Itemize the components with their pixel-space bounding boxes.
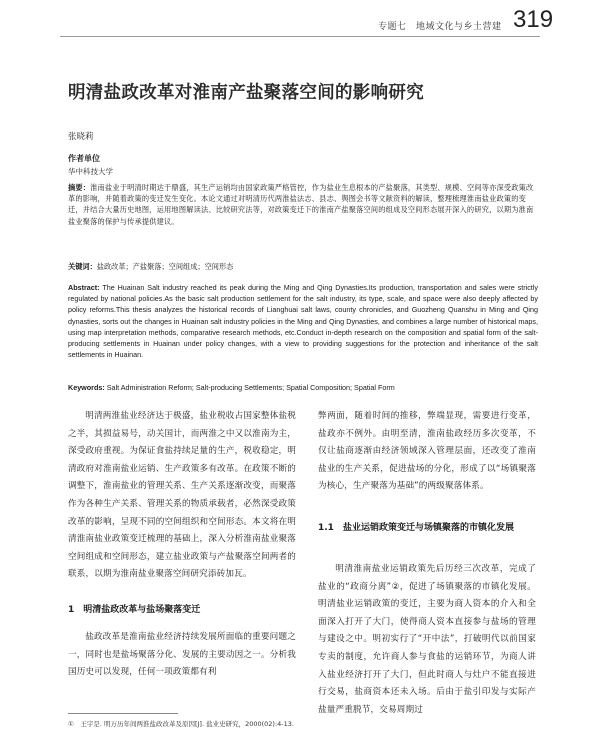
body-right-column-2 xyxy=(318,561,536,719)
footnote: ① 王宇是. 明万历年间两淮盐政改革及原因[J]. 盐业史研究，2000(02):4-13. xyxy=(68,720,294,728)
body-left-column xyxy=(68,408,296,584)
abstract-en xyxy=(68,282,538,360)
article-title: 明清盐政改革对淮南产盐聚落空间的影响研究 xyxy=(68,83,424,103)
abstract-en-label: Abstract: xyxy=(68,283,100,292)
keywords-cn xyxy=(68,262,538,272)
abstract-en-text: The Huainan Salt industry reached its peak during the Ming and Qing Dynasties.Its production, transportation and sales were strictly regulated by national policies.As the basic salt production settlement for the salt industry, its type, scale, and space were also deeply affected by policy reforms.This thesis analyzes the historical records of Lianghuai salt laws, county chronicles, and Guozheng Quanshu in Ming and Qing dynasties, sorts out the changes in Huainan salt industry policies in the Ming and Qing Dynasties, and combines a large number of historical maps, using map interpretation methods, comparative research methods, etc.Conduct in-depth research on the composition and spatial form of the salt-producing settlements in Huainan under policy changes, with a view to providing suggestions for the protection and inheritance of the salt settlements in Huainan. xyxy=(68,283,538,360)
subsection-1-1-heading: 1.1 盐业运销政策变迁与场镇聚落的市镇化发展 xyxy=(318,523,514,533)
subsection-1-1-paragraph: 明清淮南盐业运销政策先后历经三次改革，完成了盐业的“政商分离”②，促进了场镇聚落的市镇化发展。明清盐业运销政策的变迁，主要为商人资本的介入和全面深入打开了大门，使得商人资本直接参与盐场的管理与建设之中。明初实行了“开中法”，打破明代以前国家专卖的制度，允许商人参与食盐的运销环节，为商人讲入盐业经济打开了大门，但此时商人与灶户不能直接进行交易，盐商资本还未入场。后由于盐引印发与实际产盐量严重脱节，交易周期过 xyxy=(318,564,536,715)
keywords-cn-text: 盐政改革；产盐聚落；空间组成；空间形态 xyxy=(96,262,234,271)
section-1-paragraph: 盐政改革是淮南盐业经济持续发展所面临的重要问题之一，同时也是盐场聚落分化、发展的主要动因之一。分析我国历史可以发现，任何一项政策都有利 xyxy=(68,632,296,678)
page-number: 319 xyxy=(513,6,554,33)
abstract-cn-text: 淮南盐业于明清时期达于鼎盛，其生产运销均由国家政策严格管控，作为盐业生息根本的产盐聚落，其类型、规模、空间等亦深受政策改革的影响，并随着政策的变迁发生变化。本论文通过对明清历代两淮盐法志、县志、舆图会书等文献资料的解读，整理梳理淮南盐业政策的变迁，并结合大量历史地图，运用地图解读法、比较研究法等，对政策变迁下的淮南产盐聚落空间的组成及空间形态展开深入的研究，以期为淮南盐业聚落的保护与传承提供建议。 xyxy=(68,183,534,226)
intro-paragraph: 明清两淮盐业经济达于极盛，盐业税收占国家整体盐税之半，其损益易号，动关国计，而两淮之中又以淮南为主，深受政府重视。为保证食盐持续足量的生产，税收稳定，明清政府对淮南盐业运销、生产政策多有改革。在政策不断的调整下，淮南盐业的管理关系、生产关系逐渐改变，而聚落作为各种生产关系、管理关系的物质承载者，必然深受政策改革的影响，呈现不同的空间组织和空间形态。本文将在明清淮南盐业政策变迁梳理的基础上，深入分析淮南盐业聚落空间组成和空间形态，建立盐业政策与产盐聚落空间两者的联系，以期为淮南盐业聚落空间研究添砖加瓦。 xyxy=(68,411,296,580)
author-name: 张晓莉 xyxy=(68,132,94,142)
continued-paragraph: 弊两面，随着时间的推移，弊端显现，需要进行变革，盐政亦不例外。由明至清，淮南盐政经历多次变革，不仅让盐商逐渐由经济领域深入管理层面，还改变了淮南盐业的生产关系，促进盐场的分化，形成了以“场镇聚落为核心，生产聚落为基础”的两级聚落体系。 xyxy=(318,411,536,492)
body-right-column xyxy=(318,408,536,496)
running-header-section: 专题七 地域文化与乡土营建 xyxy=(378,22,502,32)
header-divider xyxy=(60,36,540,37)
abstract-cn xyxy=(68,182,538,227)
author-unit-name: 华中科技大学 xyxy=(68,167,113,176)
keywords-en xyxy=(68,383,538,392)
keywords-cn-label: 关键词： xyxy=(68,262,97,271)
abstract-cn-label: 摘要： xyxy=(68,183,91,192)
author-unit-label: 作者单位 xyxy=(68,154,100,163)
footnote-divider xyxy=(68,713,178,714)
section-1-heading: 1 明清盐政改革与盐场聚落变迁 xyxy=(68,605,201,615)
keywords-en-text: Salt Administration Reform; Salt-producing Settlements; Spatial Composition; Spatial Form xyxy=(106,383,395,392)
body-left-column-2 xyxy=(68,629,296,682)
keywords-en-label: Keywords: xyxy=(68,383,105,392)
